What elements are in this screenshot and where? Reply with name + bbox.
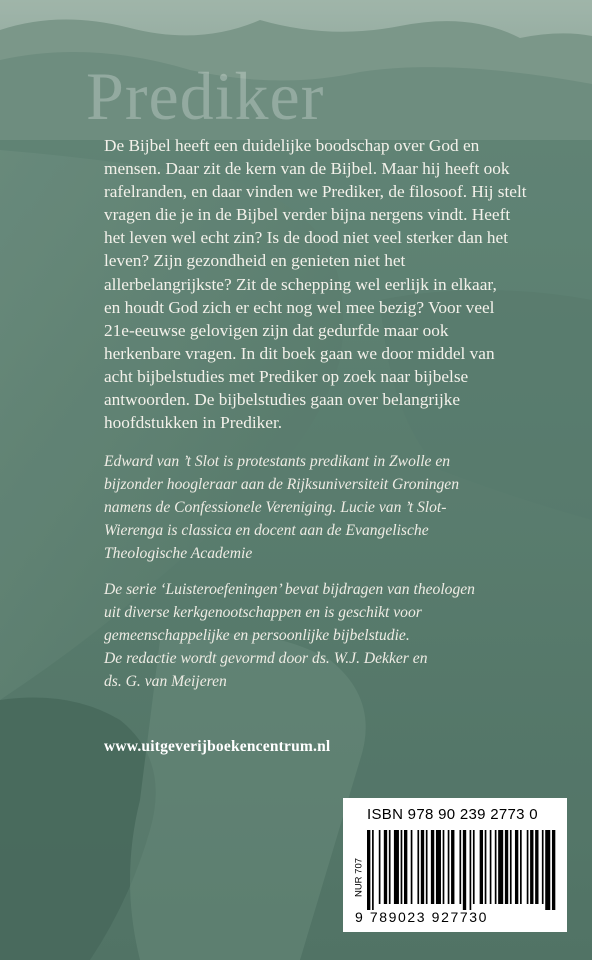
barcode-bar bbox=[389, 830, 391, 904]
series-line: gemeenschappelijke en persoonlijke bijbelstudie. bbox=[104, 627, 410, 644]
barcode-bar bbox=[401, 830, 403, 904]
barcode-digits: 9 789023 927730 bbox=[355, 909, 488, 925]
barcode-bar bbox=[411, 830, 413, 904]
barcode-bars bbox=[367, 830, 557, 910]
series-description bbox=[104, 578, 564, 693]
blurb-paragraph bbox=[104, 134, 564, 434]
barcode-bar bbox=[505, 830, 508, 904]
barcode-bar bbox=[485, 830, 487, 904]
bio-line: namens de Confessionele Vereniging. Lucie van ’t Slot- bbox=[104, 499, 447, 516]
barcode-bar bbox=[535, 830, 538, 904]
blurb-line: leven? Zijn gezondheid en genieten niet het bbox=[104, 251, 406, 271]
barcode-bar bbox=[417, 830, 419, 904]
barcode-bar bbox=[527, 830, 529, 904]
blurb-line: hoofdstukken in Prediker. bbox=[104, 413, 283, 433]
series-line: uit diverse kerkgenootschappen en is geschikt voor bbox=[104, 604, 422, 621]
bio-line: bijzonder hoogleraar aan de Rijksuniversiteit Groningen bbox=[104, 476, 460, 493]
series-line: De redactie wordt gevormd door ds. W.J. Dekker en bbox=[104, 650, 428, 667]
barcode-bar bbox=[463, 830, 466, 910]
bio-line: Theologische Academie bbox=[104, 545, 253, 562]
publisher-website[interactable]: www.uitgeverijboekencentrum.nl bbox=[104, 738, 331, 755]
barcode-bar bbox=[436, 830, 441, 904]
barcode-bar bbox=[421, 830, 424, 904]
blurb-line: acht bijbelstudies met Prediker op zoek naar bijbelse bbox=[104, 366, 469, 386]
barcode-bar bbox=[443, 830, 445, 904]
isbn-label: ISBN 978 90 239 2773 0 bbox=[367, 806, 538, 823]
blurb-line: allerbelangrijkste? Zit de schepping wel eerlijk in elkaar, bbox=[104, 274, 497, 294]
barcode-bar bbox=[448, 830, 450, 904]
barcode-bar bbox=[470, 830, 472, 910]
barcode-bar bbox=[451, 830, 454, 904]
barcode-bar bbox=[404, 830, 407, 904]
barcode-bar bbox=[459, 830, 461, 904]
blurb-line: mensen. Daar zit de kern van de Bijbel. Maar hij heeft ook bbox=[104, 159, 510, 179]
barcode-bar bbox=[520, 830, 522, 904]
barcode-bar bbox=[372, 830, 374, 910]
barcode-bar bbox=[490, 830, 492, 904]
barcode-bar bbox=[473, 830, 475, 904]
series-line: De serie ‘Luisteroefeningen’ bevat bijdragen van theologen bbox=[104, 581, 475, 598]
blurb-line: De Bijbel heeft een duidelijke boodschap over God en bbox=[104, 136, 480, 155]
blurb-line: vragen die je in de Bijbel verder bijna nergens vindt. Heeft bbox=[104, 205, 511, 225]
blurb-line: 21e-eeuwse gelovigen zijn dat gedurfde maar ook bbox=[104, 320, 449, 340]
barcode-bar bbox=[495, 830, 497, 904]
series-line: ds. G. van Meijeren bbox=[104, 673, 227, 690]
blurb-line: herkenbare vragen. In dit boek gaan we door middel van bbox=[104, 343, 495, 363]
bio-line: Edward van ’t Slot is protestants predikant in Zwolle en bbox=[104, 453, 451, 470]
book-title-watermark: Prediker bbox=[86, 58, 325, 134]
barcode-bar bbox=[545, 830, 550, 910]
barcode-bar bbox=[367, 830, 370, 910]
blurb-line: het leven wel echt zin? Is de dood niet veel sterker dan het bbox=[104, 228, 509, 248]
barcode-bar bbox=[498, 830, 503, 904]
author-bio bbox=[104, 450, 564, 565]
barcode-bar bbox=[542, 830, 544, 904]
nur-code: NUR 707 bbox=[353, 857, 365, 898]
barcode-bar bbox=[384, 830, 387, 904]
blurb-line: rafelranden, en daar vinden we Prediker, de filosoof. Hij stelt bbox=[104, 182, 527, 202]
barcode-bar bbox=[431, 830, 434, 904]
barcode-bar bbox=[530, 830, 533, 904]
barcode-bar bbox=[480, 830, 483, 904]
blurb-line: en houdt God zich er echt nog wel mee bezig? Voor veel bbox=[104, 297, 495, 317]
barcode-bar bbox=[379, 830, 381, 904]
barcode-bar bbox=[515, 830, 518, 904]
blurb-line: antwoorden. De bijbelstudies gaan over belangrijke bbox=[104, 390, 461, 410]
barcode-bar bbox=[394, 830, 399, 904]
barcode-bar bbox=[510, 830, 512, 904]
isbn-barcode-panel bbox=[343, 798, 567, 932]
bio-line: Wierenga is classica en docent aan de Evangelische bbox=[104, 522, 429, 539]
barcode-bar bbox=[426, 830, 428, 904]
barcode-bar bbox=[552, 830, 555, 910]
